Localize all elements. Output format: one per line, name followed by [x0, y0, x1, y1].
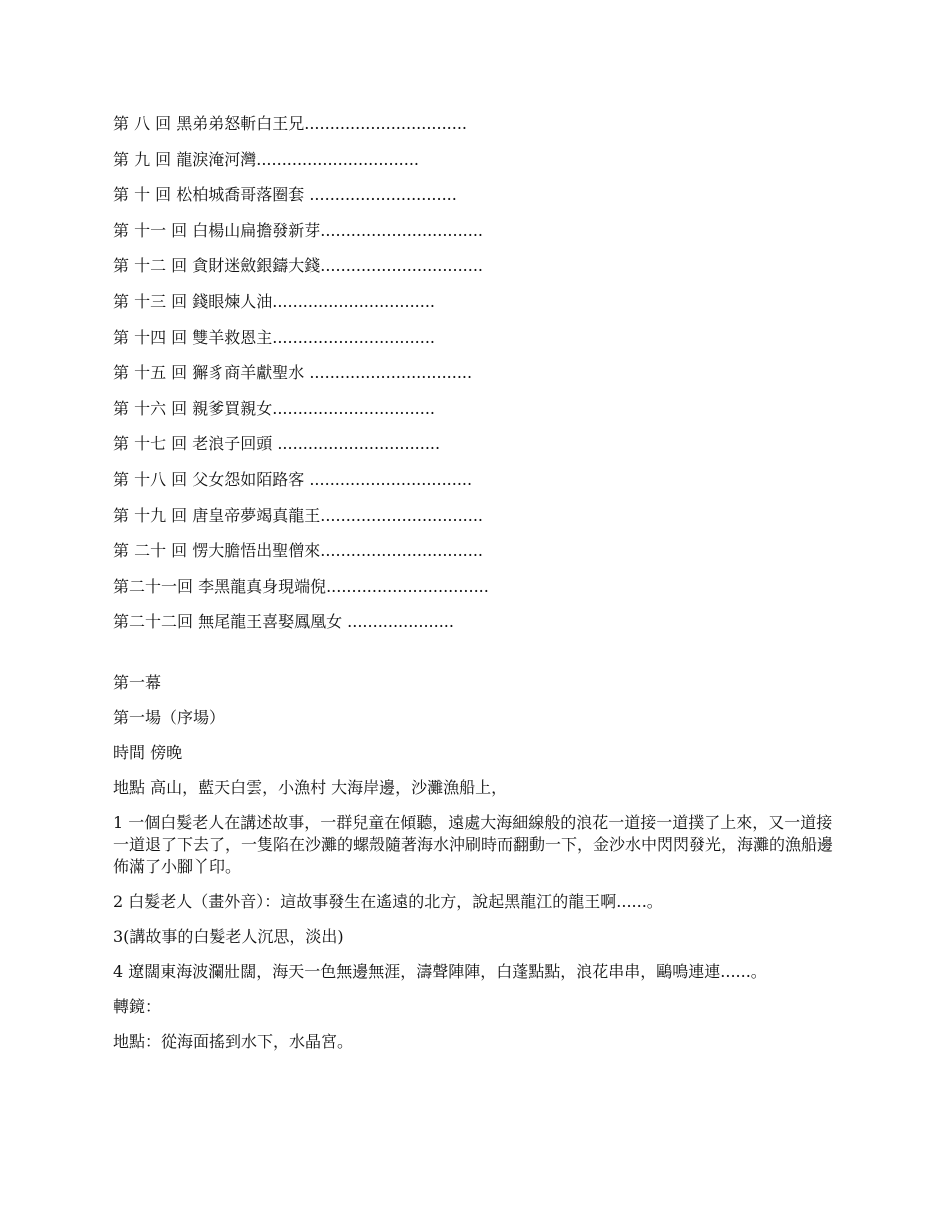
place-line-2: 地點：從海面搖到水下，水晶宮。: [113, 1032, 354, 1052]
toc-entry-13: 第 十三 回 錢眼煉人油................................: [113, 291, 436, 311]
time-line: 時間 傍晚: [113, 743, 183, 763]
paragraph-1: 1 一個白髮老人在講述故事，一群兒童在傾聽，遠處大海細線般的浪花一道接一道撲了上來，又一道接一道退了下去了，一隻陷在沙灘的螺殼隨著海水沖刷時而翻動一下，金沙水中閃閃發光，海灘的漁船邊佈滿了小腳丫印。: [113, 813, 834, 877]
transition-line: 轉鏡：: [113, 997, 162, 1017]
toc-entry-20: 第 二十 回 愣大膽悟出聖僧來................................: [113, 541, 484, 561]
toc-entry-14: 第 十四 回 雙羊救恩主................................: [113, 327, 436, 347]
toc-entry-19: 第 十九 回 唐皇帝夢竭真龍王................................: [113, 505, 484, 525]
document-page: [113, 112, 843, 1066]
toc-entry-16: 第 十六 回 親爹買親女................................: [113, 398, 436, 418]
script-body: [113, 672, 843, 1053]
table-of-contents: [113, 112, 843, 634]
toc-entry-12: 第 十二 回 貪財迷斂銀鑄大錢................................: [113, 256, 484, 276]
toc-entry-21: 第二十一回 李黑龍真身現端倪................................: [113, 576, 489, 596]
toc-entry-15: 第 十五 回 獬豸商羊獻聖水 ................................: [113, 363, 473, 383]
toc-entry-18: 第 十八 回 父女怨如陌路客 ................................: [113, 469, 473, 489]
toc-entry-10: 第 十 回 松柏城喬哥落圈套 .............................: [113, 185, 457, 205]
paragraph-4: 4 遼闊東海波瀾壯闊，海天一色無邊無涯，濤聲陣陣，白蓬點點，浪花串串，鷗鳴連連......。: [113, 962, 767, 982]
toc-entry-8: 第 八 回 黑弟弟怒斬白王兄................................: [113, 114, 468, 133]
act-heading: 第一幕: [113, 673, 162, 693]
place-line: 地點 高山，藍天白雲，小漁村 大海岸邊，沙灘漁船上，: [113, 778, 508, 798]
toc-entry-9: 第 九 回 龍淚淹河灣................................: [113, 149, 420, 169]
paragraph-2: 2 白髮老人（畫外音）：這故事發生在遙遠的北方，說起黑龍江的龍王啊......。: [113, 892, 663, 912]
toc-entry-11: 第 十一 回 白楊山扁擔發新芽................................: [113, 220, 484, 240]
scene-heading: 第一場（序場）: [113, 708, 226, 728]
paragraph-3: 3(講故事的白髮老人沉思，淡出): [113, 927, 344, 947]
toc-entry-22: 第二十二回 無尾龍王喜娶鳳凰女 .....................: [113, 612, 454, 632]
toc-entry-17: 第 十七 回 老浪子回頭 ................................: [113, 434, 441, 454]
